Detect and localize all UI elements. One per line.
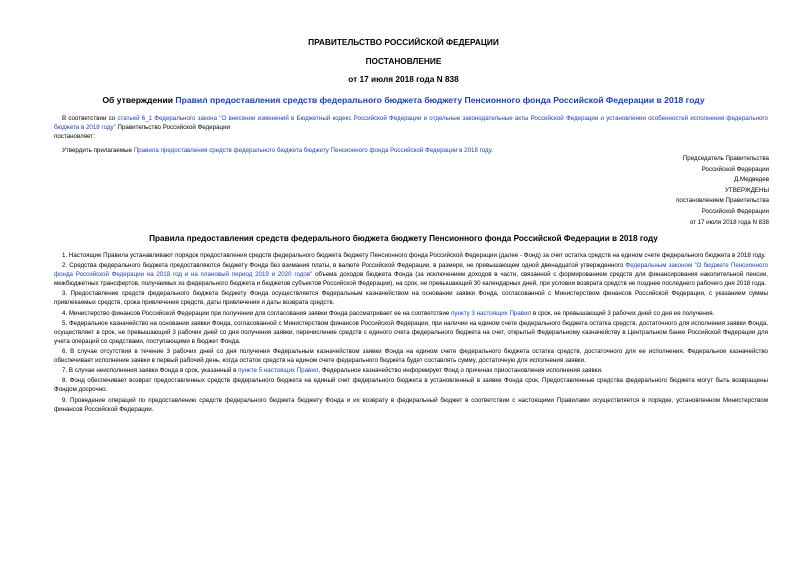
- rule-4-text-a: 4. Министерство финансов Российской Федерации при получении для согласования заявки Фонда рассматривает ее на соответствие: [62, 309, 452, 317]
- rules-title: Правила предоставления средств федерального бюджета бюджету Пенсионного фонда Российской Федерации в 2018 году: [149, 234, 658, 243]
- rule-paragraph-2: [54, 261, 768, 288]
- approve-suffix: .: [491, 147, 493, 154]
- rule-2-text-a: 2. Средства федерального бюджета предоставляются бюджету Фонда без взимания платы, в валюте Российской Федерации, в размере, не превышающем одной двенадцатой утвержденного: [62, 262, 626, 270]
- budget-law-link[interactable]: Федеральным законом "О бюджете Пенсионного фонда Российской Федерации на 2018 год и на плановый период 2019 и 2020 годов": [54, 262, 769, 279]
- signature-position-line2: Российской Федерации: [701, 165, 769, 173]
- rule-5-reference-link[interactable]: пункте 5 настоящих Правил: [238, 367, 319, 375]
- rule-paragraph-6: 6. В случае отсутствия в течение 3 рабочих дней со дня получения Федеральным казначейством заявки Фонда на едином счете федерального бюджета остатка средств, достаточного для ее исполнения, Федеральное казначейство обеспечивает исполнение заявки в первый рабочий день, когда остаток средств на едином счете федерального бюджета будет составлять сумму, достаточную для исполнения заявки.: [54, 347, 768, 364]
- approval-line3: Российской Федерации: [701, 207, 769, 215]
- rule-paragraph-1: 1. Настоящие Правила устанавливают порядок предоставления средств федерального бюджета бюджету Пенсионного фонда Российской Федерации (далее - Фонд) за счет остатка средств на едином счете федерального бюджета в 2018 году.: [62, 252, 766, 259]
- approve-prefix: Утвердить прилагаемые: [62, 147, 134, 154]
- rule-paragraph-3: 3. Предоставление средств федерального бюджета бюджету Фонда осуществляется Федеральным казначейством на основании заявки Фонда, согласованной с Министерством финансов Российской Федерации, с указанием суммы привлекаемых средств, срока привлечения средств, даты привлечения и даты возврата средств.: [54, 290, 768, 307]
- rule-7-text-a: 7. В случае неисполнения заявки Фонда в срок, указанный в: [62, 367, 239, 375]
- document-title-prefix: Об утверждении: [102, 95, 176, 105]
- document-date-number: от 17 июля 2018 года N 838: [348, 74, 459, 84]
- signature-position-line1: Председатель Правительства: [682, 155, 769, 162]
- approved-rules-link[interactable]: Правила предоставления средств федерального бюджета бюджету Пенсионного фонда Российской Федерации в 2018 году: [133, 147, 492, 154]
- preamble-decides: постановляет:: [54, 133, 95, 140]
- rule-paragraph-4: [54, 309, 768, 318]
- preamble-paragraph: [54, 114, 768, 132]
- approval-line4: от 17 июля 2018 года N 838: [689, 218, 769, 226]
- document-title-link[interactable]: Правил предоставления средств федерального бюджета бюджету Пенсионного фонда Российской Федерации в 2018 году: [175, 95, 705, 105]
- rule-7-text-b: , Федеральное казначейство информирует Фонд о причинах приостановления исполнения заявки.: [318, 367, 603, 375]
- rules-body: [54, 251, 768, 415]
- rule-3-reference-link[interactable]: пункту 3 настоящих Правил: [451, 309, 532, 317]
- rule-2-text-b: объема доходов бюджета Фонда (за исключением доходов в части, связанной с формированием средств для финансирования накопительной пенсии, межбюджетных трансфертов, получаемых из федерального бюджета и бюджетов субъектов Российской Федерации), на срок, не превышающий 30 календарных дней, при условии возврата средств не позднее последнего рабочего дня 2018 года.: [54, 271, 769, 288]
- document-type-heading: ПОСТАНОВЛЕНИЕ: [365, 56, 442, 66]
- preamble: [54, 114, 768, 141]
- federal-law-link[interactable]: статьей 6_1 Федерального закона "О внесении изменений в Бюджетный кодекс Российской Федерации и отдельные законодательные акты Российской Федерации и установлении особенностей исполнения федерального бюджета в 2018 году": [54, 115, 768, 131]
- document-title: [0, 95, 807, 105]
- rule-paragraph-9: 9. Проведение операций по предоставлению средств федерального бюджета бюджету Фонда и их возврату в федеральный бюджет в соответствии с настоящими Правилами осуществляется в порядке, установленном Министерством финансов Российской Федерации.: [54, 396, 768, 413]
- signature-block: [569, 154, 769, 228]
- preamble-text-1: В соответствии со: [62, 115, 118, 122]
- approval-line2: постановлением Правительства: [676, 197, 769, 205]
- rule-paragraph-8: 8. Фонд обеспечивает возврат предоставленных средств федерального бюджета на единый счет федерального бюджета в установленный в заявке Фонда срок. Предоставленные средства федерального бюджета могут быть возвращены Фондом досрочно.: [54, 377, 768, 394]
- rule-paragraph-5: 5. Федеральное казначейство на основании заявки Фонда, согласованной с Министерством финансов Российской Федерации, при наличии на едином счете федерального бюджета остатка средств, достаточного для исполнения заявки Фонда, осуществляет в срок, не превышающий 3 рабочих дней со дня получения заявки, перечисление средств с единого счета федерального бюджета на счет, открытый Федеральному казначейству в Центральном банке Российской Федерации для учета операций со средствами, поступающими в бюджет Фонда.: [54, 319, 768, 345]
- rule-4-text-b: в срок, не превышающий 3 рабочих дней со дня ее получения.: [531, 309, 715, 317]
- preamble-text-2: Правительство Российской Федерации: [115, 124, 230, 131]
- approval-line1: УТВЕРЖДЕНЫ: [725, 186, 769, 194]
- signature-name: Д.Медведев: [734, 176, 769, 184]
- rule-paragraph-7: [54, 366, 768, 375]
- government-heading: ПРАВИТЕЛЬСТВО РОССИЙСКОЙ ФЕДЕРАЦИИ: [308, 37, 499, 47]
